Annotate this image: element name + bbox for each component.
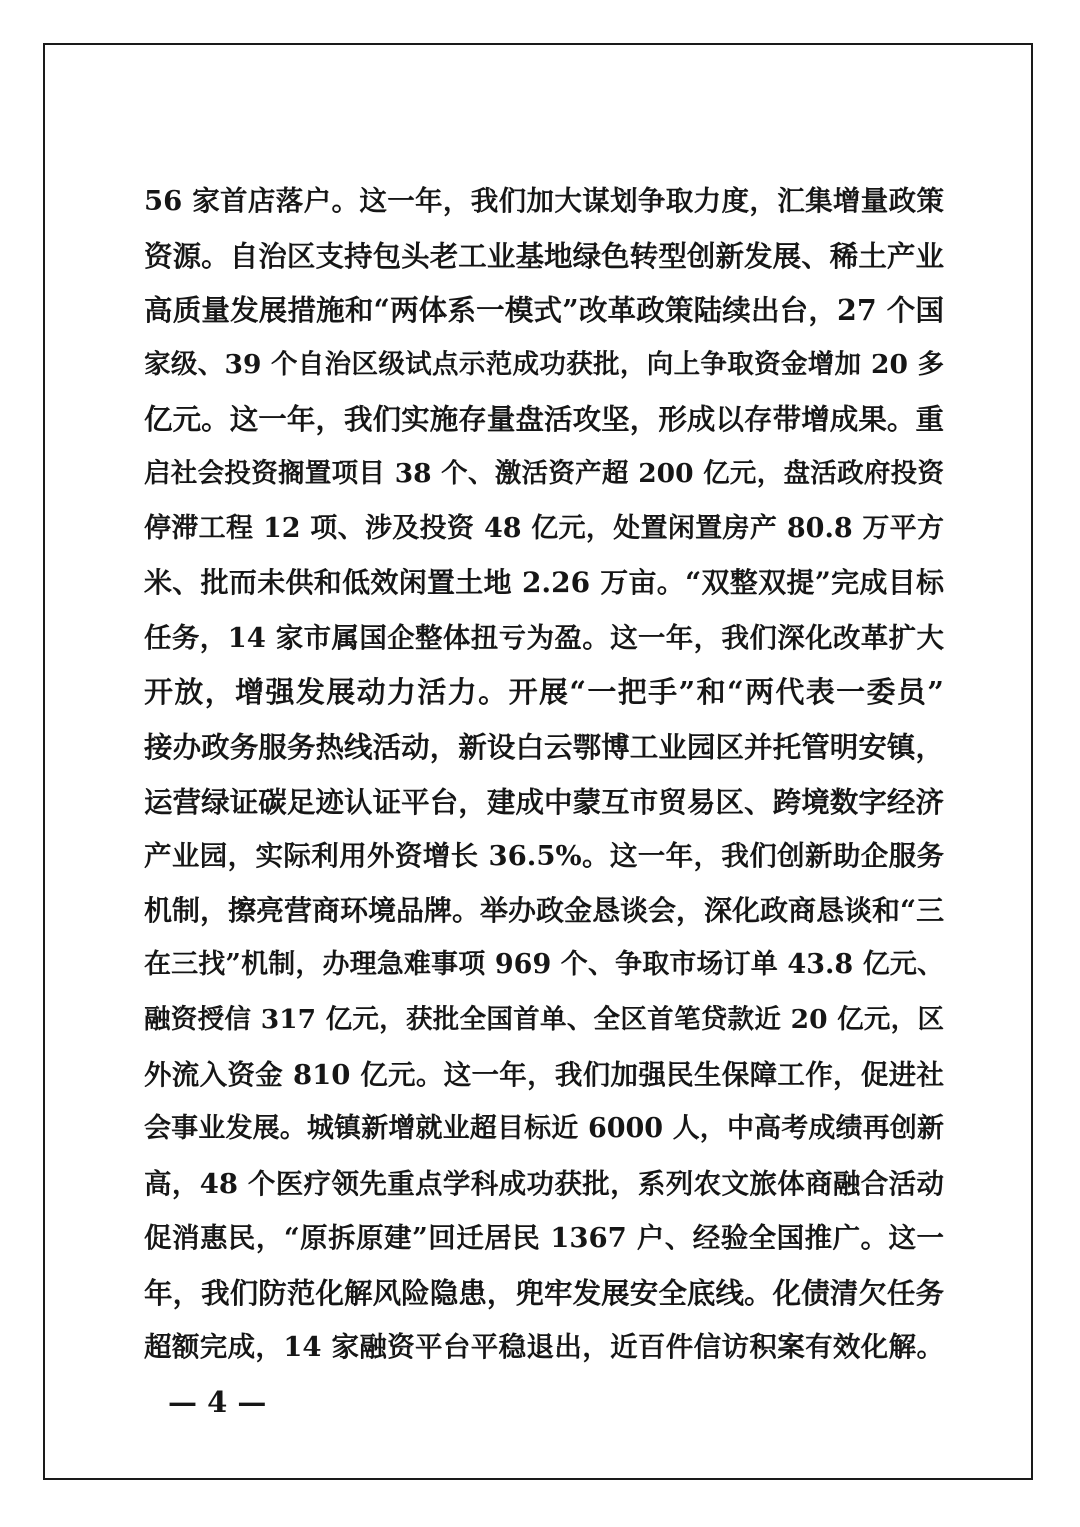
text-line: 56 家首店落户。这一年，我们加大谋划争取力度，汇集增量政策 xyxy=(144,185,944,217)
text-line: 接办政务服务热线活动，新设白云鄂博工业园区并托管明安镇， xyxy=(144,729,944,764)
text-line: 融资授信 317 亿元，获批全国首单、全区首笔贷款近 20 亿元，区 xyxy=(144,1003,944,1035)
text-line: 会事业发展。城镇新增就业超目标近 6000 人，中高考成绩再创新 xyxy=(144,1113,944,1145)
text-line: 机制，擦亮营商环境品牌。举办政金恳谈会，深化政商恳谈和“三 xyxy=(144,893,945,927)
page-number: — 4 — xyxy=(168,1385,267,1419)
text-line: 米、批而未供和低效闲置土地 2.26 万亩。“双整双提”完成目标 xyxy=(144,566,944,600)
text-line: 资源。自治区支持包头老工业基地绿色转型创新发展、稀土产业 xyxy=(144,238,944,273)
text-line: 外流入资金 810 亿元。这一年，我们加强民生保障工作，促进社 xyxy=(144,1058,944,1091)
text-line: 年，我们防范化解风险隐患，兜牢发展安全底线。化债清欠任务 xyxy=(144,1275,944,1310)
text-line: 运营绿证碳足迹认证平台，建成中蒙互市贸易区、跨境数字经济 xyxy=(144,784,944,819)
text-line: 家级、39 个自治区级试点示范成功获批，向上争取资金增加 20 多 xyxy=(144,348,944,380)
text-line: 高，48 个医疗领先重点学科成功获批，系列农文旅体商融合活动 xyxy=(144,1167,944,1200)
text-line: 在三找”机制，办理急难事项 969 个、争取市场订单 43.8 亿元、 xyxy=(144,949,944,981)
text-line: 超额完成，14 家融资平台平稳退出，近百件信访积案有效化解。 xyxy=(144,1331,944,1364)
body-text xyxy=(144,174,944,1375)
text-line: 促消惠民，“原拆原建”回迁居民 1367 户、经验全国推广。这一 xyxy=(144,1222,944,1255)
text-line: 亿元。这一年，我们实施存量盘活攻坚，形成以存带增成果。重 xyxy=(144,402,944,437)
text-line: 高质量发展措施和“两体系一模式”改革政策陆续出台，27 个国 xyxy=(144,293,944,328)
text-line: 产业园，实际利用外资增长 36.5%。这一年，我们创新助企服务 xyxy=(144,840,944,873)
text-line: 开放，增强发展动力活力。开展“一把手”和“两代表一委员” xyxy=(144,675,944,710)
text-line: 启社会投资搁置项目 38 个、激活资产超 200 亿元，盘活政府投资 xyxy=(144,457,944,489)
text-line: 任务，14 家市属国企整体扭亏为盈。这一年，我们深化改革扩大 xyxy=(144,621,944,654)
text-line: 停滞工程 12 项、涉及投资 48 亿元，处置闲置房产 80.8 万平方 xyxy=(144,512,944,544)
